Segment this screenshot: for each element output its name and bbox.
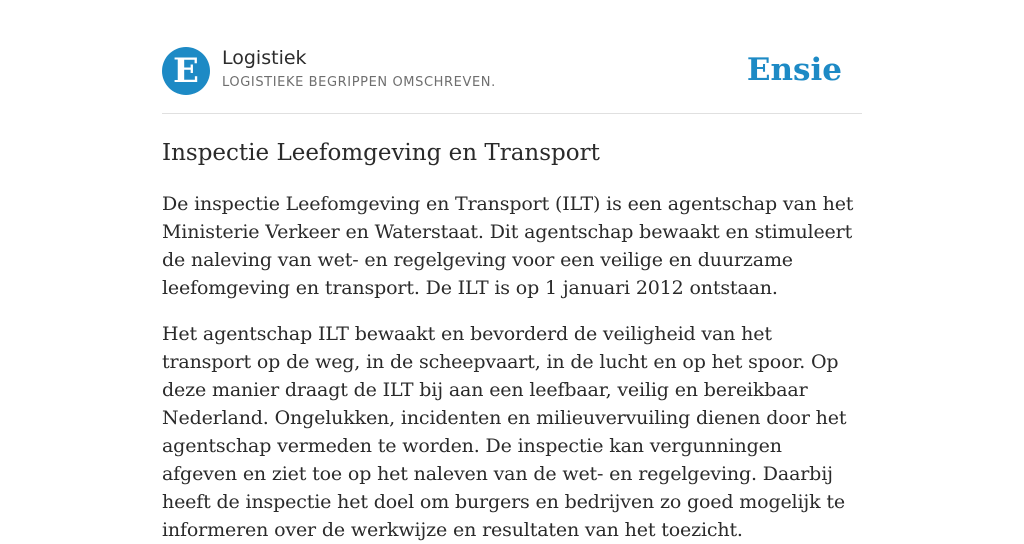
site-subtitle: LOGISTIEKE BEGRIPPEN OMSCHREVEN. [222,75,496,90]
site-title[interactable]: Logistiek [222,47,307,69]
site-logo-icon[interactable]: E [162,47,210,95]
article-title: Inspectie Leefomgeving en Transport [162,140,600,166]
article [162,136,862,544]
site-header [162,46,862,96]
article-paragraph: De inspectie Leefomgeving en Transport (ILT) is een agentschap van het Ministerie Verkeer en Waterstaat. Dit agentschap bewaakt en stimuleert de naleving van wet- en regelgeving voor een veilige en duurzame leefomgeving en transport. De ILT is op 1 januari 2012 ontstaan. [162,193,854,299]
header-divider [162,113,862,114]
brand-logo[interactable]: Ensie [746,52,842,88]
article-paragraph: Het agentschap ILT bewaakt en bevorderd de veiligheid van het transport op de weg, in de scheepvaart, in de lucht en op het spoor. Op deze manier draagt de ILT bij aan een leefbaar, veilig en bereikbaar Nederland. Ongelukken, incidenten en milieuvervuiling dienen door het agentschap vermeden te worden. De inspectie kan vergunningen afgeven en ziet toe op het naleven van de wet- en regelgeving. Daarbij heeft de inspectie het doel om burgers en bedrijven zo goed mogelijk te informeren over de werkwijze en resultaten van het toezicht. [162,323,847,541]
